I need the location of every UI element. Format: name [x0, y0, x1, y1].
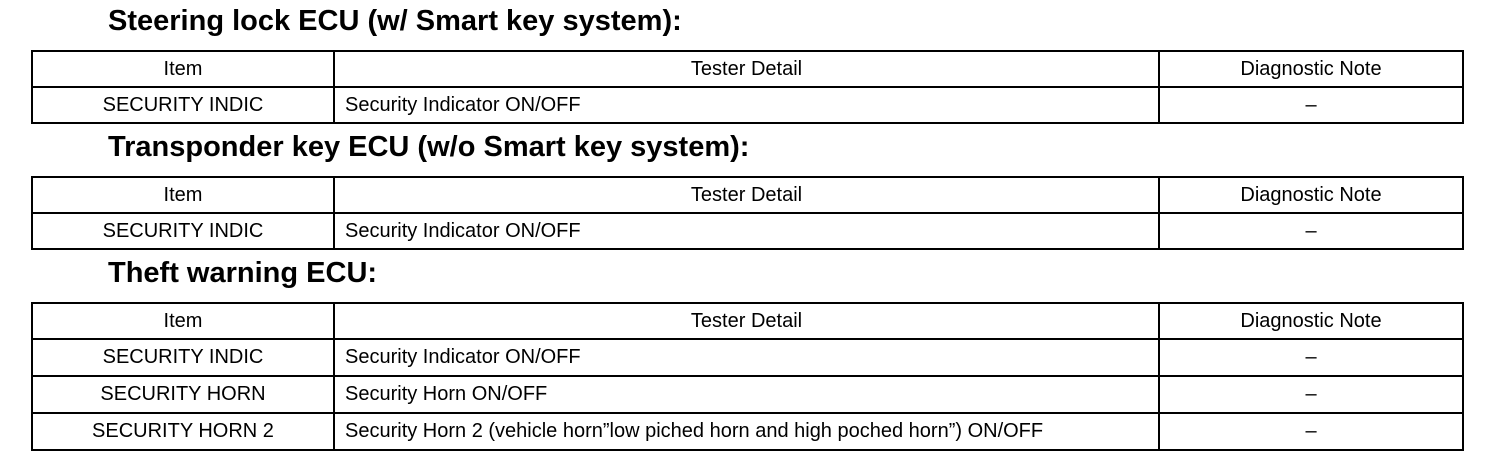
- column-header-tester-detail: Tester Detail: [334, 303, 1159, 339]
- cell-item: SECURITY HORN 2: [32, 413, 334, 450]
- section-title-theft-warning-ecu: Theft warning ECU:: [108, 257, 378, 289]
- column-header-diagnostic-note: Diagnostic Note: [1159, 303, 1463, 339]
- table-row: [32, 87, 1463, 123]
- cell-tester-detail: Security Indicator ON/OFF: [334, 339, 1159, 376]
- cell-diagnostic-note: –: [1159, 376, 1463, 413]
- cell-tester-detail: Security Indicator ON/OFF: [334, 213, 1159, 249]
- column-header-item: Item: [32, 51, 334, 87]
- table-header-row: [32, 177, 1463, 213]
- cell-diagnostic-note: –: [1159, 87, 1463, 123]
- cell-item: SECURITY INDIC: [32, 339, 334, 376]
- table-header-row: [32, 51, 1463, 87]
- table-row: [32, 339, 1463, 376]
- table-row: [32, 213, 1463, 249]
- cell-tester-detail: Security Horn ON/OFF: [334, 376, 1159, 413]
- column-header-item: Item: [32, 177, 334, 213]
- data-table-transponder-key-ecu: [31, 176, 1464, 250]
- data-table-theft-warning-ecu: [31, 302, 1464, 451]
- cell-tester-detail: Security Indicator ON/OFF: [334, 87, 1159, 123]
- column-header-diagnostic-note: Diagnostic Note: [1159, 51, 1463, 87]
- cell-item: SECURITY INDIC: [32, 87, 334, 123]
- column-header-tester-detail: Tester Detail: [334, 51, 1159, 87]
- table-row: [32, 413, 1463, 450]
- column-header-tester-detail: Tester Detail: [334, 177, 1159, 213]
- table-row: [32, 376, 1463, 413]
- cell-item: SECURITY HORN: [32, 376, 334, 413]
- cell-diagnostic-note: –: [1159, 413, 1463, 450]
- section-title-transponder-key-ecu: Transponder key ECU (w/o Smart key system):: [108, 131, 750, 163]
- cell-diagnostic-note: –: [1159, 339, 1463, 376]
- cell-item: SECURITY INDIC: [32, 213, 334, 249]
- cell-tester-detail: Security Horn 2 (vehicle horn”low piched horn and high poched horn”) ON/OFF: [334, 413, 1159, 450]
- column-header-item: Item: [32, 303, 334, 339]
- column-header-diagnostic-note: Diagnostic Note: [1159, 177, 1463, 213]
- table-header-row: [32, 303, 1463, 339]
- data-table-steering-lock-ecu: [31, 50, 1464, 124]
- section-title-steering-lock-ecu: Steering lock ECU (w/ Smart key system):: [108, 5, 682, 37]
- cell-diagnostic-note: –: [1159, 213, 1463, 249]
